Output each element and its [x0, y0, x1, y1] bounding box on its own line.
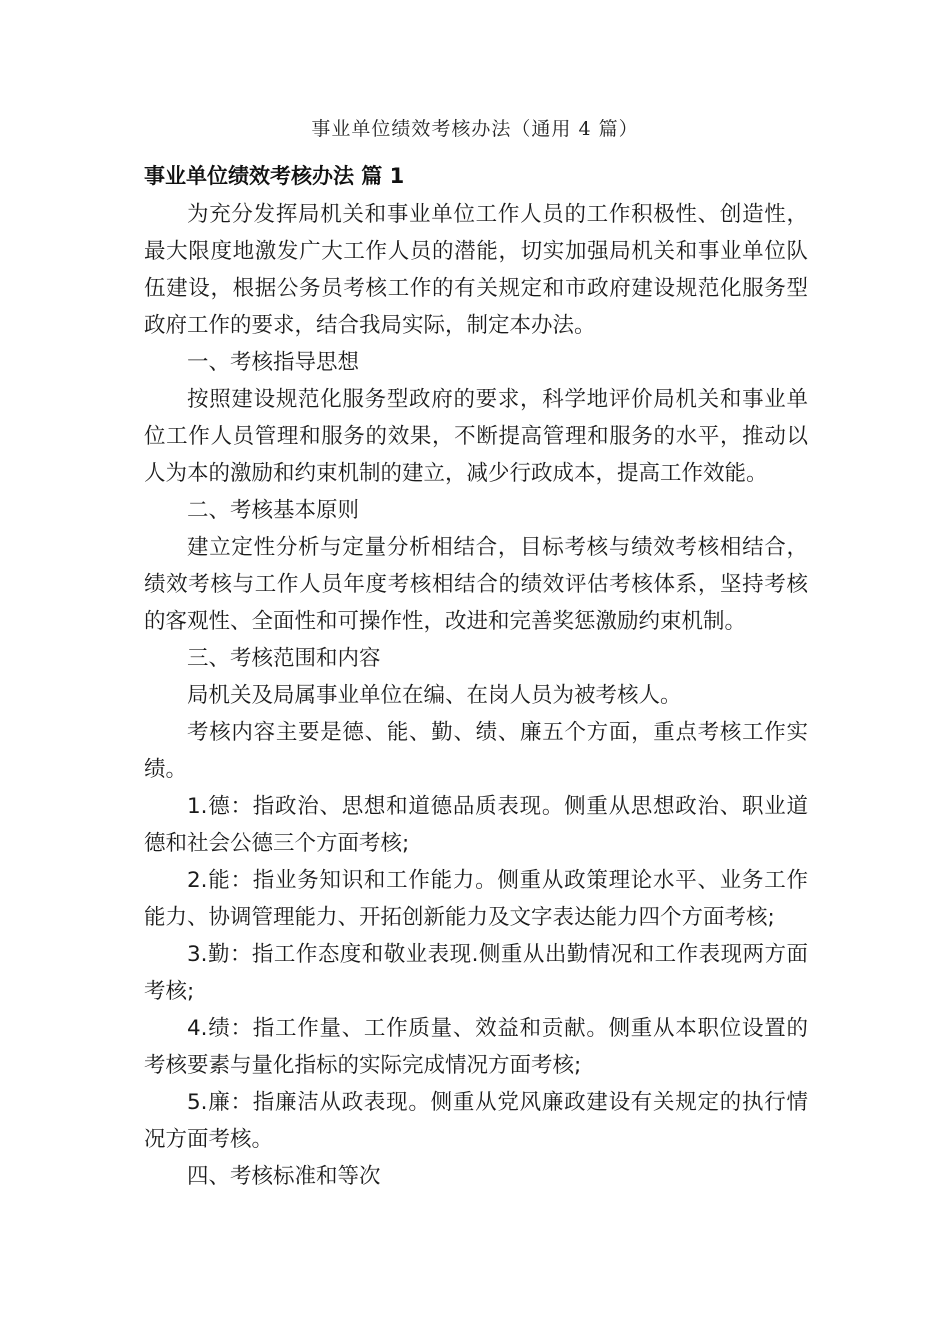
list-item-neng: 2.能：指业务知识和工作能力。侧重从政策理论水平、业务工作能力、协调管理能力、开拓创新能力及文字表达能力四个方面考核; [144, 868, 808, 930]
paragraph-intro: 为充分发挥局机关和事业单位工作人员的工作积极性、创造性，最大限度地激发广大工作人员的潜能，切实加强局机关和事业单位队伍建设，根据公务员考核工作的有关规定和市政府建设规范化服务型政府工作的要求，结合我局实际，制定本办法。 [144, 202, 808, 338]
paragraph-principles: 建立定性分析与定量分析相结合，目标考核与绩效考核相结合，绩效考核与工作人员年度考核相结合的绩效评估考核体系，坚持考核的客观性、全面性和可操作性，改进和完善奖惩激励约束机制。 [144, 535, 808, 634]
document-body [144, 196, 808, 1195]
list-item-de: 1.德：指政治、思想和道德品质表现。侧重从思想政治、职业道德和社会公德三个方面考核; [144, 794, 808, 856]
section-title-standards: 四、考核标准和等次 [187, 1164, 381, 1189]
section-title-principles: 二、考核基本原则 [187, 498, 360, 523]
paragraph-scope: 局机关及局属事业单位在编、在岗人员为被考核人。 [187, 683, 682, 708]
section-title-scope: 三、考核范围和内容 [187, 646, 381, 671]
list-item-lian: 5.廉：指廉洁从政表现。侧重从党风廉政建设有关规定的执行情况方面考核。 [144, 1090, 808, 1152]
section-title-guiding-thought: 一、考核指导思想 [187, 350, 360, 375]
list-item-ji: 4.绩：指工作量、工作质量、效益和贡献。侧重从本职位设置的考核要素与量化指标的实际完成情况方面考核; [144, 1016, 808, 1078]
document-title: 事业单位绩效考核办法（通用 4 篇） [311, 118, 639, 140]
paragraph-guiding-thought: 按照建设规范化服务型政府的要求，科学地评价局机关和事业单位工作人员管理和服务的效果，不断提高管理和服务的水平，推动以人为本的激励和约束机制的建立，减少行政成本，提高工作效能。 [144, 387, 808, 486]
section-heading: 事业单位绩效考核办法 篇 1 [144, 164, 405, 188]
list-item-qin: 3.勤：指工作态度和敬业表现.侧重从出勤情况和工作表现两方面考核; [144, 942, 808, 1004]
paragraph-content-summary: 考核内容主要是德、能、勤、绩、廉五个方面，重点考核工作实绩。 [144, 720, 808, 782]
